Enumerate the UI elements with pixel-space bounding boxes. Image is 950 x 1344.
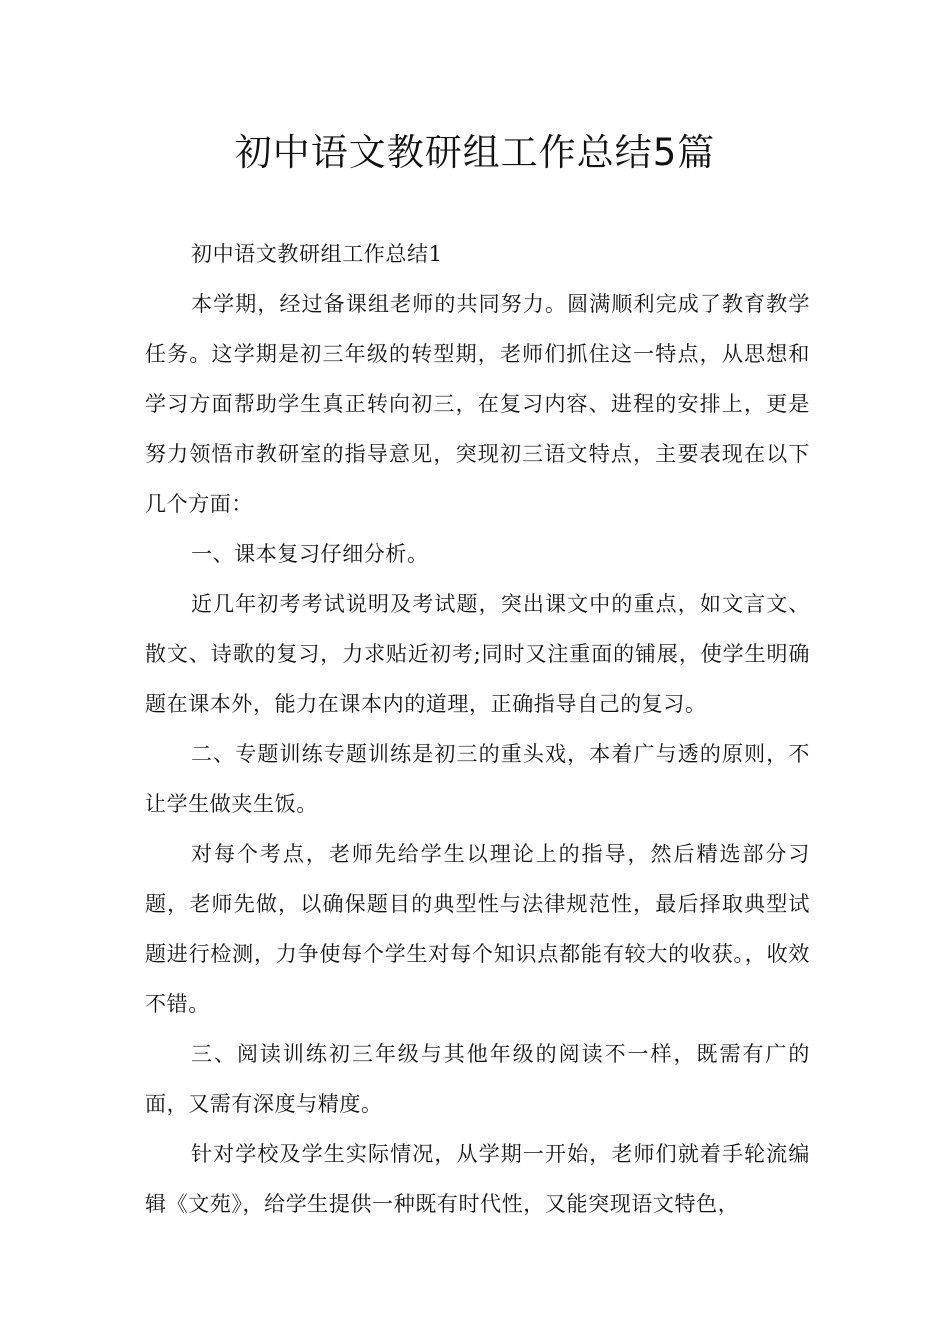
paragraph: 三、阅读训练初三年级与其他年级的阅读不一样，既需有广的面，又需有深度与精度。 <box>145 1042 810 1116</box>
document-body <box>145 229 810 1229</box>
paragraph: 近几年初考考试说明及考试题，突出课文中的重点，如文言文、散文、诗歌的复习，力求贴近初考;同时又注重面的铺展，使学生明确题在课本外，能力在课本内的道理，正确指导自己的复习。 <box>145 592 810 716</box>
section-heading: 初中语文教研组工作总结1 <box>191 242 443 266</box>
paragraph: 本学期，经过备课组老师的共同努力。圆满顺利完成了教育教学任务。这学期是初三年级的转型期，老师们抓住这一特点，从思想和学习方面帮助学生真正转向初三，在复习内容、进程的安排上，更是努力领悟市教研室的指导意见，突现初三语文特点，主要表现在以下几个方面： <box>145 292 810 516</box>
paragraph: 针对学校及学生实际情况，从学期一开始，老师们就着手轮流编辑《文苑》，给学生提供一种既有时代性，又能突现语文特色， <box>145 1142 810 1216</box>
paragraph: 对每个考点，老师先给学生以理论上的指导，然后精选部分习题，老师先做，以确保题目的典型性与法律规范性，最后择取典型试题进行检测，力争使每个学生对每个知识点都能有较大的收获。，收效不错。 <box>145 842 810 1016</box>
document-title: 初中语文教研组工作总结5篇 <box>234 131 716 174</box>
paragraph: 一、课本复习仔细分析。 <box>191 542 429 566</box>
paragraph: 二、专题训练专题训练是初三的重头戏，本着广与透的原则，不让学生做夹生饭。 <box>145 742 810 816</box>
